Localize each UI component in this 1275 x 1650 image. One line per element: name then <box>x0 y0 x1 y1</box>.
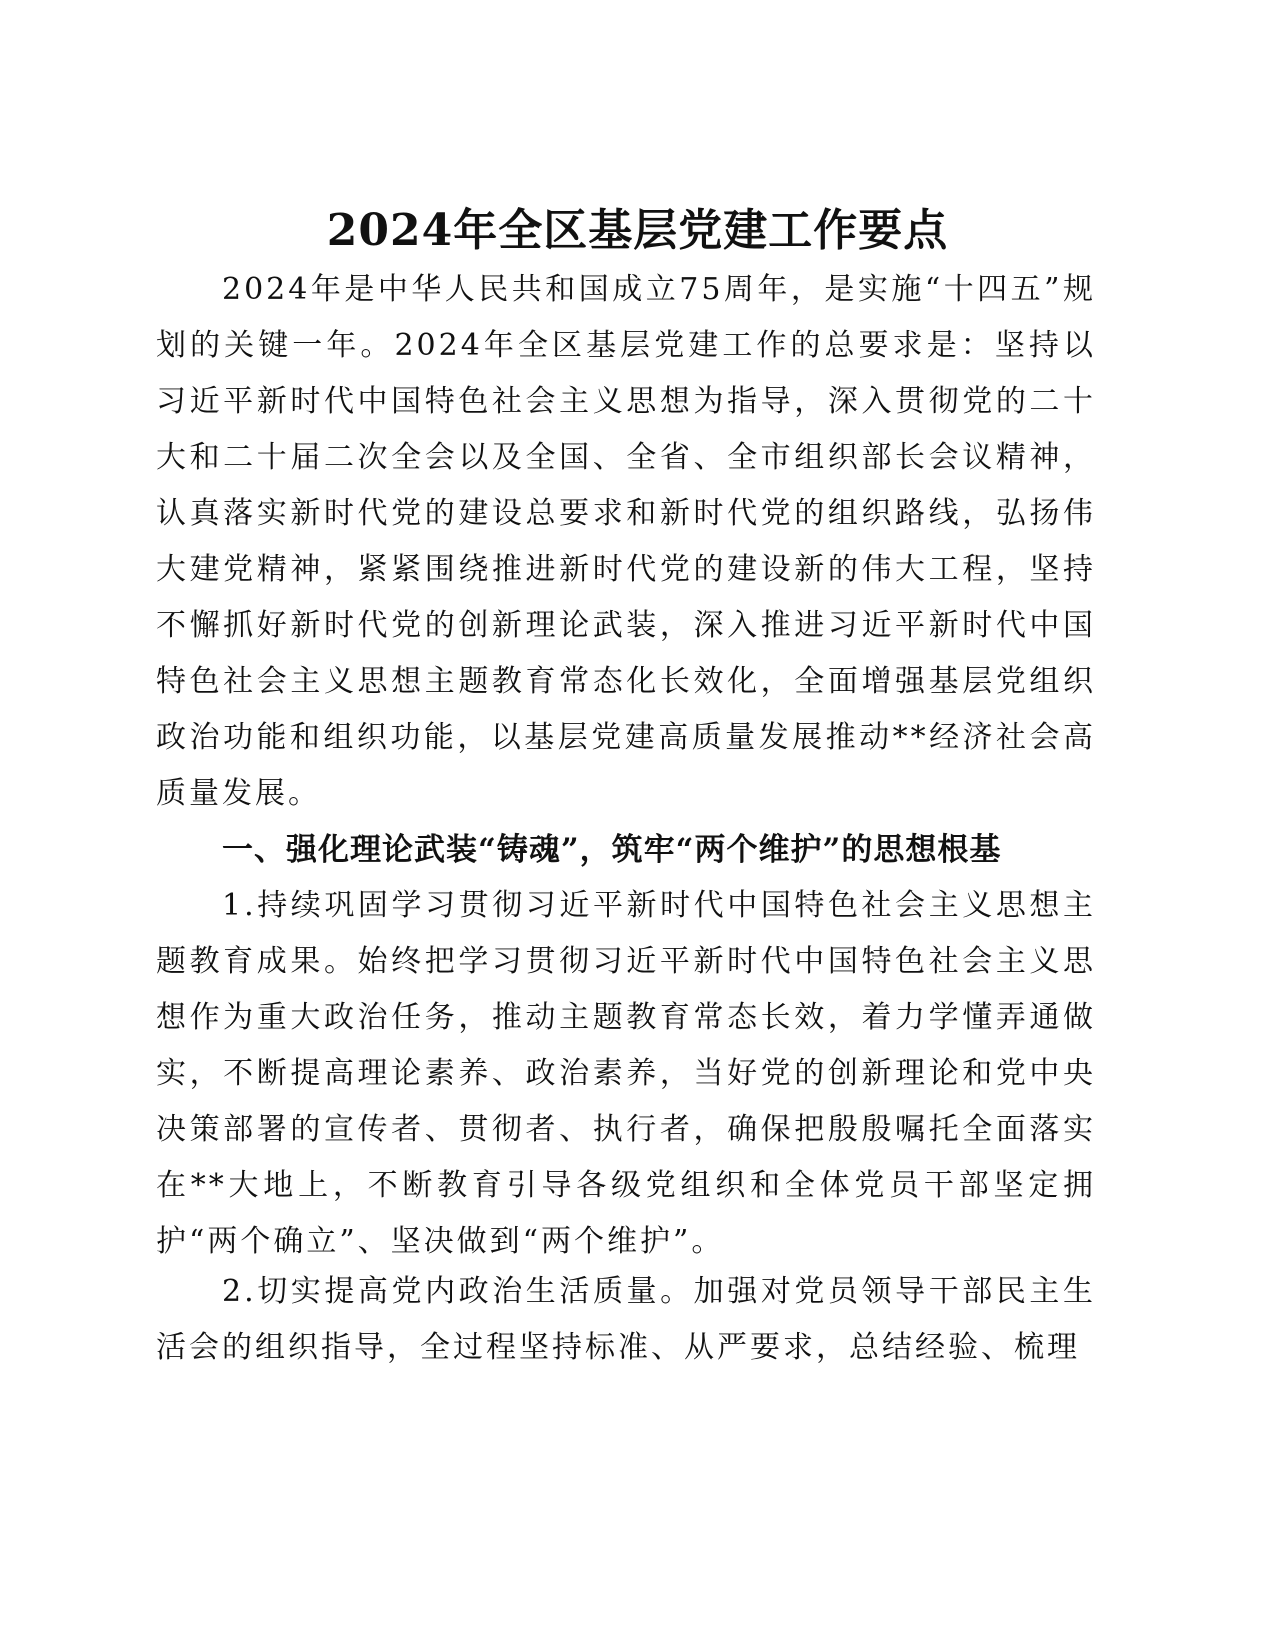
section-1-item-1: 1.持续巩固学习贯彻习近平新时代中国特色社会主义思想主题教育成果。始终把学习贯彻习近平新时代中国特色社会主义思想作为重大政治任务，推动主题教育常态长效，着力学懂弄通做实，不断提高理论素养、政治素养，当好党的创新理论和党中央决策部署的宣传者、贯彻者、执行者，确保把殷殷嘱托全面落实在**大地上，不断教育引导各级党组织和全体党员干部坚定拥护“两个确立”、坚决做到“两个维护”。 <box>156 888 1096 1259</box>
section-1-heading: 一、强化理论武装“铸魂”，筑牢“两个维护”的思想根基 <box>222 832 1002 868</box>
document-title: 2024年全区基层党建工作要点 <box>326 205 949 257</box>
intro-paragraph: 2024年是中华人民共和国成立75周年，是实施“十四五”规划的关键一年。2024年全区基层党建工作的总要求是：坚持以习近平新时代中国特色社会主义思想为指导，深入贯彻党的二十大和二十届二次全会以及全国、全省、全市组织部长会议精神，认真落实新时代党的建设总要求和新时代党的组织路线，弘扬伟大建党精神，紧紧围绕推进新时代党的建设新的伟大工程，坚持不懈抓好新时代党的创新理论武装，深入推进习近平新时代中国特色社会主义思想主题教育常态化长效化，全面增强基层党组织政治功能和组织功能，以基层党建高质量发展推动**经济社会高质量发展。 <box>156 272 1096 811</box>
section-1-item-2: 2.切实提高党内政治生活质量。加强对党员领导干部民主生活会的组织指导，全过程坚持标准、从严要求，总结经验、梳理 <box>156 1274 1096 1365</box>
